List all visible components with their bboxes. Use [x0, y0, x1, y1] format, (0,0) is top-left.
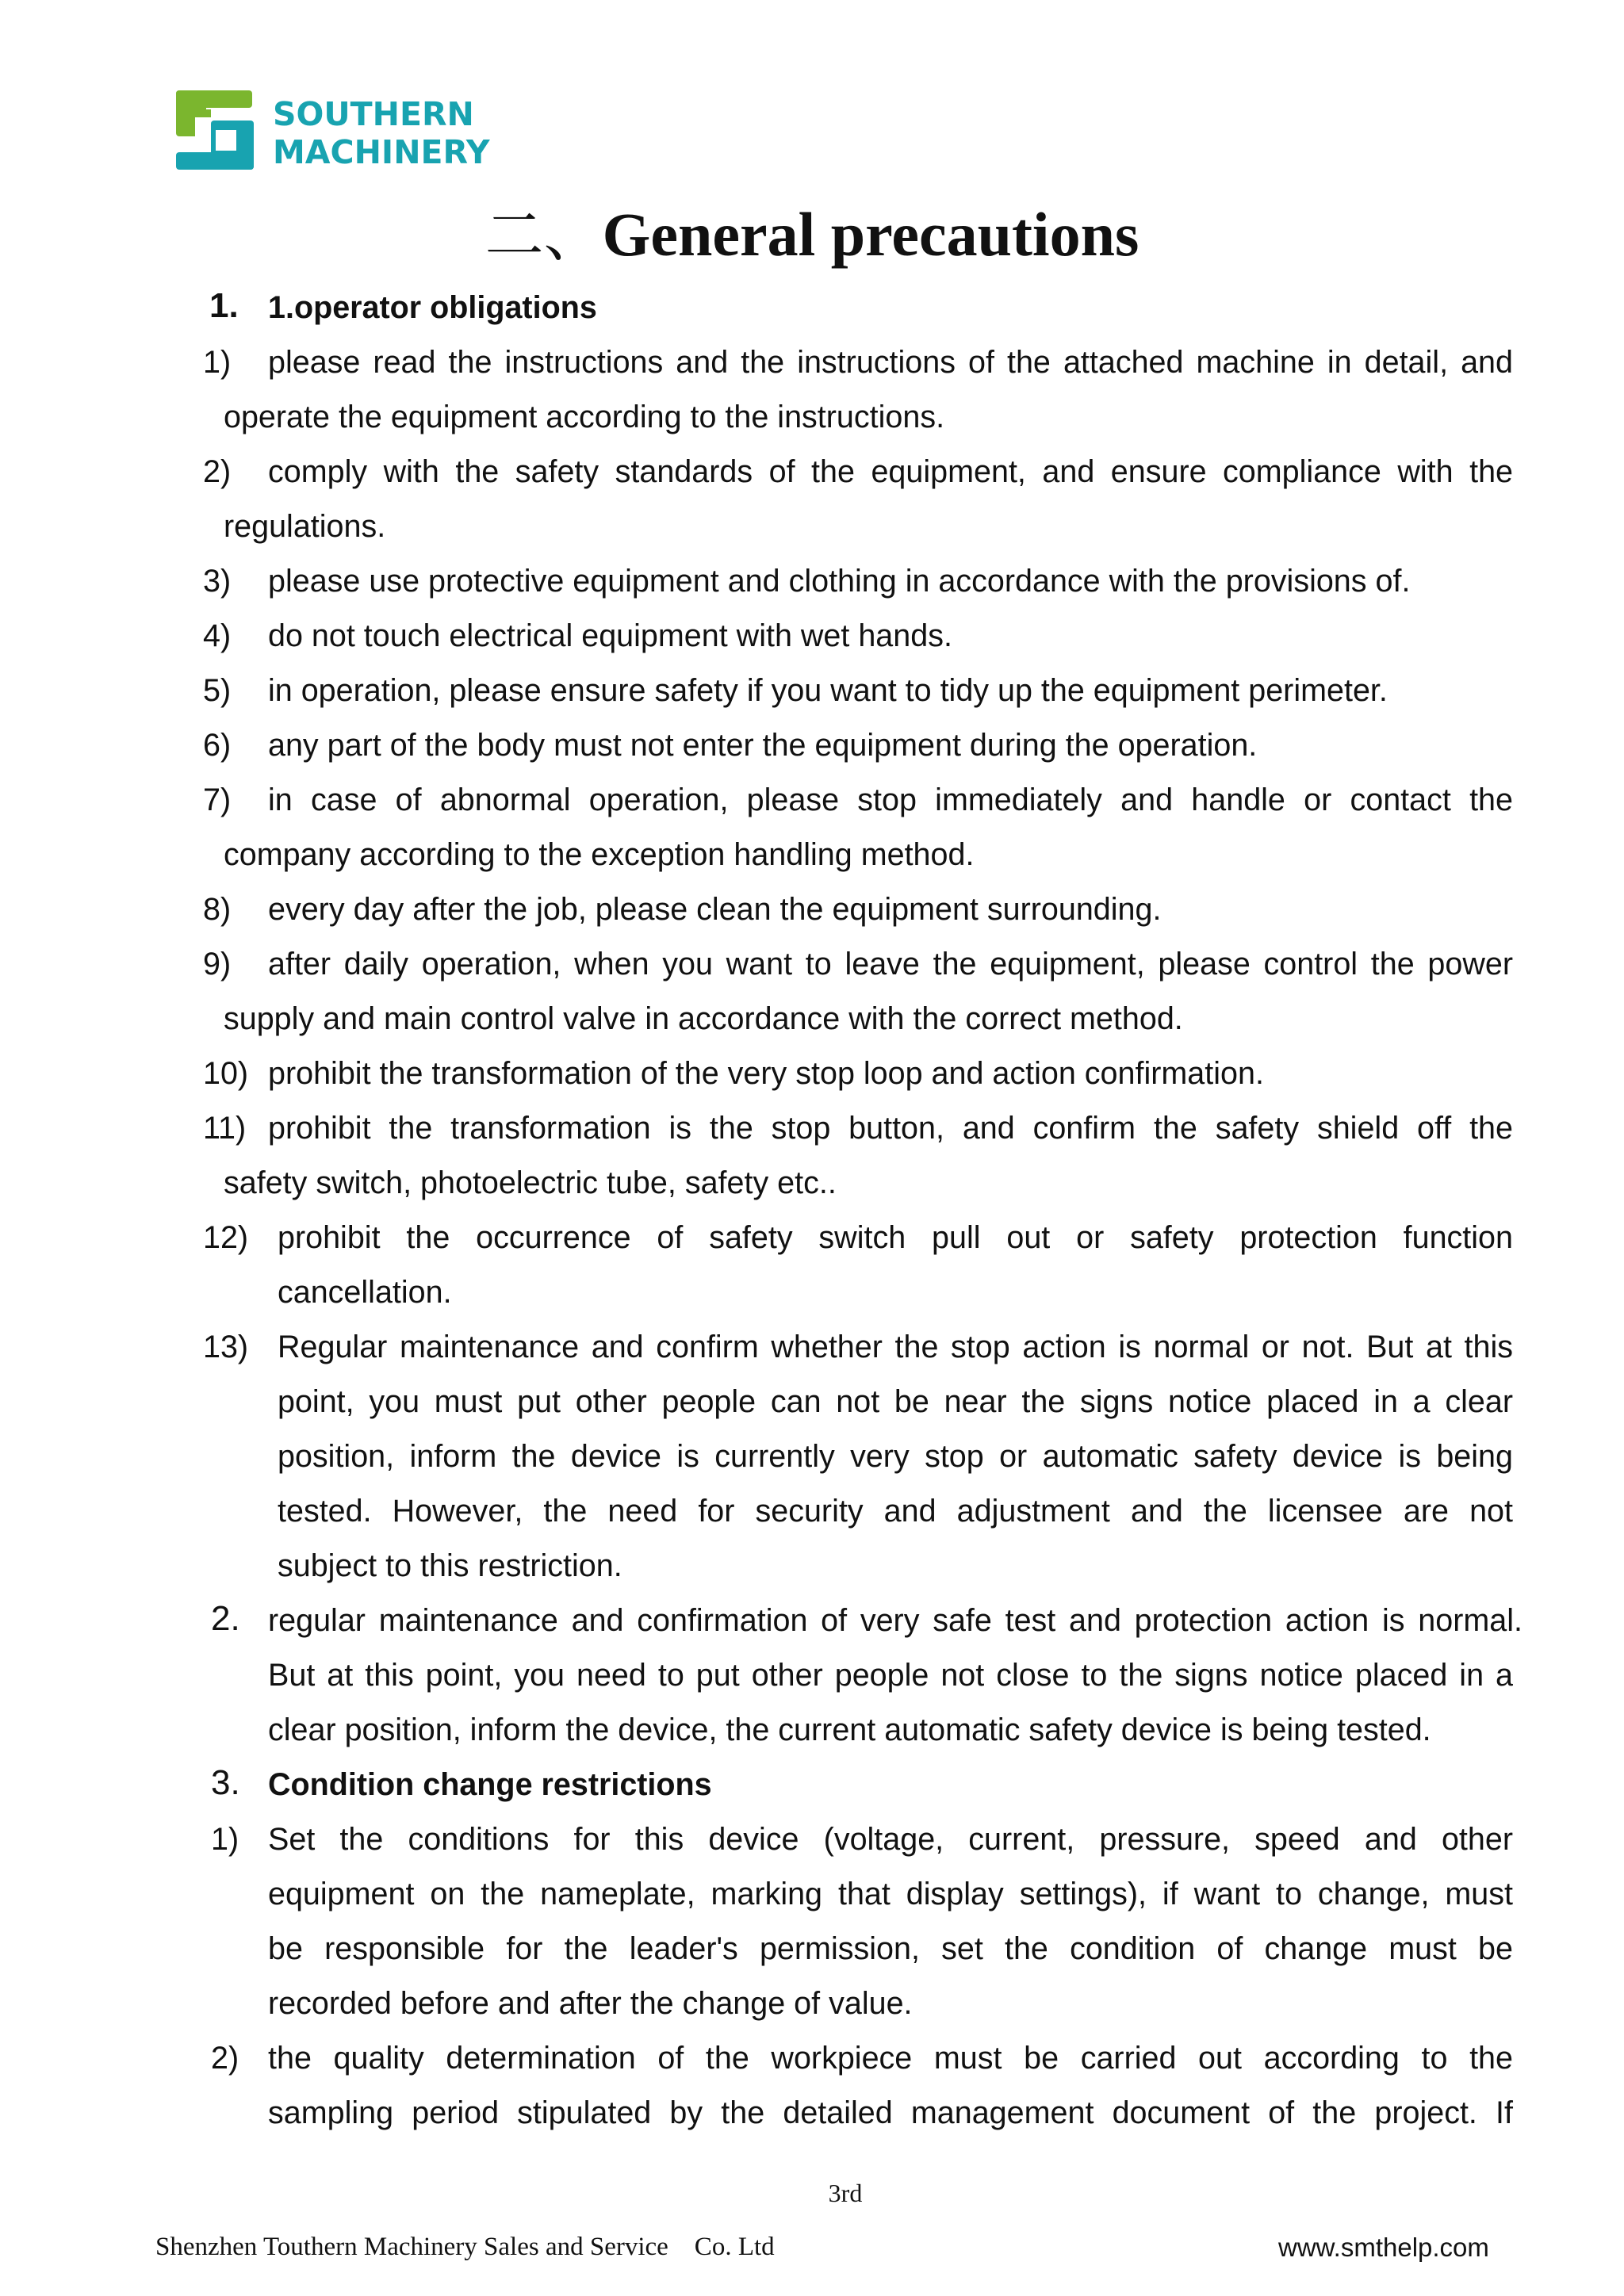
list-item-text: Regular maintenance and confirm whether the stop action is normal or not. But at this [278, 1330, 1513, 1364]
list-item-number: 2) [203, 454, 232, 489]
logo-line-1: SOUTHERN [273, 95, 474, 133]
list-item-text: supply and main control valve in accordance with the correct method. [224, 1001, 1183, 1036]
section-2-number: 2. [211, 1599, 240, 1638]
list-item-number: 12) [203, 1220, 249, 1255]
footer-website[interactable]: www.smthelp.com [1278, 2233, 1489, 2262]
list-item-number: 3) [203, 564, 232, 599]
list-item-text: prohibit the transformation is the stop button, and confirm the safety shield off the [268, 1111, 1513, 1146]
list-item-number: 11) [203, 1111, 247, 1146]
list-item-text: in case of abnormal operation, please stop immediately and handle or contact the [268, 783, 1513, 817]
list-item-number: 10) [203, 1056, 249, 1091]
list-item-text: equipment on the nameplate, marking that display settings), if want to change, must [268, 1877, 1513, 1911]
list-item-text: any part of the body must not enter the equipment during the operation. [268, 728, 1258, 763]
list-item-text: recorded before and after the change of value. [268, 1986, 913, 2021]
list-item-number: 1) [203, 345, 232, 380]
list-item-number: 9) [203, 947, 232, 982]
list-item-text: operate the equipment according to the instructions. [224, 400, 945, 434]
section-2-text: But at this point, you need to put other people not close to the signs notice placed in a [268, 1658, 1513, 1693]
list-item-text: sampling period stipulated by the detailed management document of the project. If [268, 2095, 1513, 2130]
list-item-text: Set the conditions for this device (voltage, current, pressure, speed and other [268, 1822, 1513, 1857]
title-prefix: 二、 [485, 201, 603, 270]
list-item-text: please use protective equipment and clothing in accordance with the provisions of. [268, 564, 1411, 599]
list-item-text: after daily operation, when you want to leave the equipment, please control the power [268, 947, 1513, 982]
list-item-text: prohibit the transformation of the very stop loop and action confirmation. [268, 1056, 1264, 1091]
list-item-text: tested. However, the need for security and adjustment and the licensee are not [278, 1494, 1513, 1529]
list-item-text: prohibit the occurrence of safety switch pull out or safety protection function [278, 1220, 1513, 1255]
list-item-text: please read the instructions and the instructions of the attached machine in detail, and [268, 345, 1513, 380]
list-item-number: 2) [211, 2041, 239, 2076]
list-item-text: safety switch, photoelectric tube, safety etc.. [224, 1165, 837, 1200]
list-item-text: comply with the safety standards of the equipment, and ensure compliance with the [268, 454, 1513, 489]
list-item-number: 4) [203, 618, 232, 653]
logo-wordmark [273, 95, 490, 171]
list-item-text: subject to this restriction. [278, 1548, 622, 1583]
list-item-text: the quality determination of the workpiece must be carried out according to the [268, 2041, 1513, 2076]
list-item-text: regulations. [224, 509, 386, 544]
list-item-text: in operation, please ensure safety if you want to tidy up the equipment perimeter. [268, 673, 1388, 708]
title-text: General precautions [602, 200, 1139, 269]
list-item-text: be responsible for the leader's permission, set the condition of change must be [268, 1931, 1513, 1966]
list-item-number: 5) [203, 673, 232, 708]
section-2-text: clear position, inform the device, the current automatic safety device is being tested. [268, 1712, 1431, 1747]
section-2-text: regular maintenance and confirmation of very safe test and protection action is normal. [268, 1603, 1522, 1638]
list-item-number: 1) [211, 1822, 239, 1857]
page-number: 3rd [828, 2179, 863, 2207]
page-title [0, 195, 1624, 275]
list-item-text: cancellation. [278, 1275, 452, 1310]
list-item-number: 6) [203, 728, 232, 763]
logo-line-2: MACHINERY [273, 133, 490, 171]
list-item-text: every day after the job, please clean the equipment surrounding. [268, 892, 1162, 927]
list-item-text: position, inform the device is currently very stop or automatic safety device is being [278, 1439, 1513, 1474]
section-3-heading: Condition change restrictions [268, 1767, 712, 1802]
list-item-number: 8) [203, 892, 232, 927]
list-item-number: 13) [203, 1330, 249, 1364]
section-1-number: 1. [209, 286, 239, 325]
company-logo [171, 86, 488, 181]
logo-mark-icon [171, 86, 260, 174]
section-1-heading: 1.operator obligations [268, 290, 597, 325]
list-item-number: 7) [203, 783, 232, 817]
footer-company: Shenzhen Touthern Machinery Sales and Service Co. Ltd [155, 2233, 775, 2261]
list-item-text: do not touch electrical equipment with wet hands. [268, 618, 952, 653]
section-3-number: 3. [211, 1763, 240, 1802]
list-item-text: point, you must put other people can not be near the signs notice placed in a clear [278, 1384, 1513, 1419]
list-item-text: company according to the exception handling method. [224, 837, 975, 872]
